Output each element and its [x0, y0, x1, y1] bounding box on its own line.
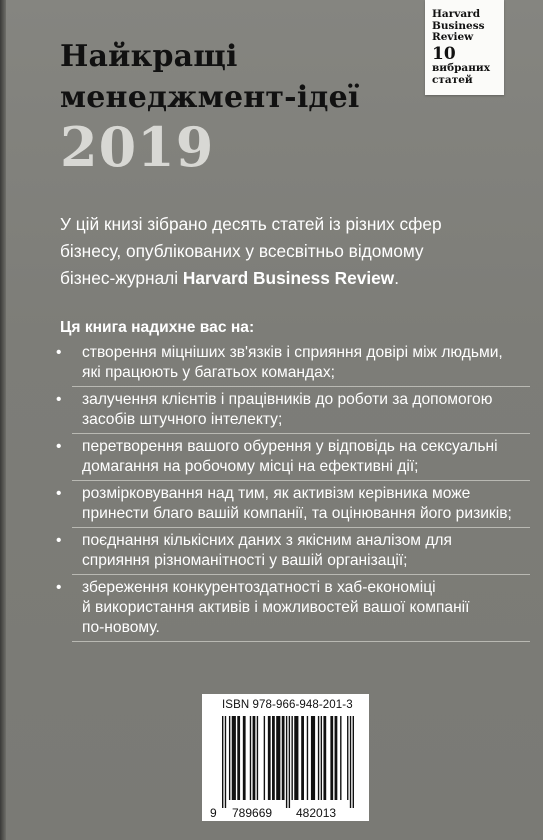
badge-sub-1: вибраних — [432, 62, 490, 74]
intro-paragraph — [60, 211, 530, 292]
barcode-bar — [257, 716, 258, 800]
benefit-text: принести благо вашій компанії, та оцінювання його ризиків; — [82, 505, 512, 522]
benefit-text: й використання активів і можливостей вашої компанії — [82, 599, 470, 616]
barcode-bar — [321, 716, 322, 800]
barcode-bar — [282, 716, 285, 800]
intro-line-3-suffix: . — [394, 268, 400, 288]
barcode-bar — [250, 716, 251, 800]
bullet-icon: • — [56, 344, 62, 361]
intro-line-2: бізнесу, опублікованих у всесвітньо відомому — [60, 241, 424, 261]
barcode-digits-right: 482013 — [296, 806, 337, 820]
intro-line-1: У цій книзі зібрано десять статей із різних сфер — [60, 214, 442, 234]
barcode-bar — [243, 716, 246, 800]
barcode-bar — [286, 716, 287, 808]
barcode-bar — [291, 716, 292, 800]
barcode-bar — [232, 716, 236, 800]
hbr-badge — [425, 0, 504, 95]
bullet-icon: • — [56, 438, 62, 455]
barcode-bar — [222, 716, 223, 808]
badge-line-3: Review — [432, 31, 474, 43]
benefit-text: засобів штучного інтелекту; — [82, 411, 283, 428]
title-line-2: менеджмент-ідеї — [60, 80, 360, 115]
intro-line-3 — [60, 265, 530, 292]
benefit-text: створення міцніших зв'язків і сприяння довірі між людьми, — [82, 344, 503, 361]
barcode-bar — [323, 716, 326, 800]
benefit-item — [50, 390, 530, 430]
benefit-item — [50, 343, 530, 383]
barcode-bar — [289, 716, 290, 808]
book-year: 2019 — [60, 115, 215, 179]
benefit-text: по-новому. — [82, 619, 160, 636]
hbr-logo-text — [432, 9, 485, 44]
barcode-bar — [318, 716, 319, 800]
barcode-bar — [294, 716, 298, 800]
barcode-bar — [268, 716, 271, 800]
badge-line-2: Business — [432, 19, 485, 32]
barcode-bar — [276, 716, 280, 800]
benefits-list — [50, 343, 530, 638]
cover-edge — [0, 0, 6, 840]
benefit-text: збереження конкурентоздатності в хаб-економіці — [82, 579, 436, 596]
bullet-icon: • — [56, 532, 62, 549]
barcode-bar — [347, 716, 348, 800]
benefit-text: перетворення вашого обурення у відповідь на сексуальні — [82, 438, 498, 455]
badge-subtitle — [432, 63, 490, 86]
title-line-1: Найкращі — [60, 39, 238, 74]
barcode-digits-left: 789669 — [232, 806, 273, 820]
barcode-bar — [301, 716, 304, 800]
benefit-item — [50, 484, 530, 524]
benefit-text: сприяння різноманітності у вашій організації; — [82, 552, 408, 569]
bullet-icon: • — [56, 485, 62, 502]
benefit-text: домагання на робочому місці на ефективні дії; — [82, 458, 419, 475]
benefit-text: залучення клієнтів і працівників до роботи за допомогою — [82, 391, 493, 408]
intro-magazine-name: Harvard Business Review — [182, 268, 395, 288]
intro-line-3-prefix: бізнес-журналі — [60, 268, 183, 288]
benefit-item — [50, 437, 530, 477]
barcode-bar — [272, 716, 275, 800]
badge-sub-2: статей — [432, 73, 473, 86]
book-title — [60, 36, 360, 118]
badge-line-1: Harvard — [432, 8, 481, 20]
barcode-bar — [340, 716, 341, 800]
barcode-bar — [229, 716, 230, 800]
bullet-icon: • — [56, 391, 62, 408]
barcode-bar — [353, 716, 354, 808]
badge-number: 10 — [432, 44, 456, 64]
barcode-bar — [307, 716, 308, 800]
barcode-bar — [350, 716, 351, 808]
barcode-first-digit: 9 — [210, 806, 217, 820]
isbn-text: ISBN 978-966-948-201-3 — [222, 699, 353, 711]
barcode-bar — [225, 716, 226, 808]
bullet-icon: • — [56, 579, 62, 596]
barcode-bar — [335, 716, 338, 800]
benefit-item — [50, 531, 530, 571]
barcode-icon — [222, 716, 354, 808]
benefit-text: які працюють у багатьох командах; — [82, 364, 335, 381]
barcode-bar — [237, 716, 240, 800]
benefit-text: поєднання кількісних даних з якісним аналізом для — [82, 532, 452, 549]
benefits-heading: Ця книга надихне вас на: — [60, 319, 255, 336]
barcode-bar — [264, 716, 265, 800]
barcode-bar — [311, 716, 315, 800]
barcode-bar — [253, 716, 256, 800]
barcode-bar — [330, 716, 333, 800]
benefit-text: розмірковування над тим, як активізм керівника може — [82, 485, 471, 502]
benefit-item — [50, 578, 530, 638]
